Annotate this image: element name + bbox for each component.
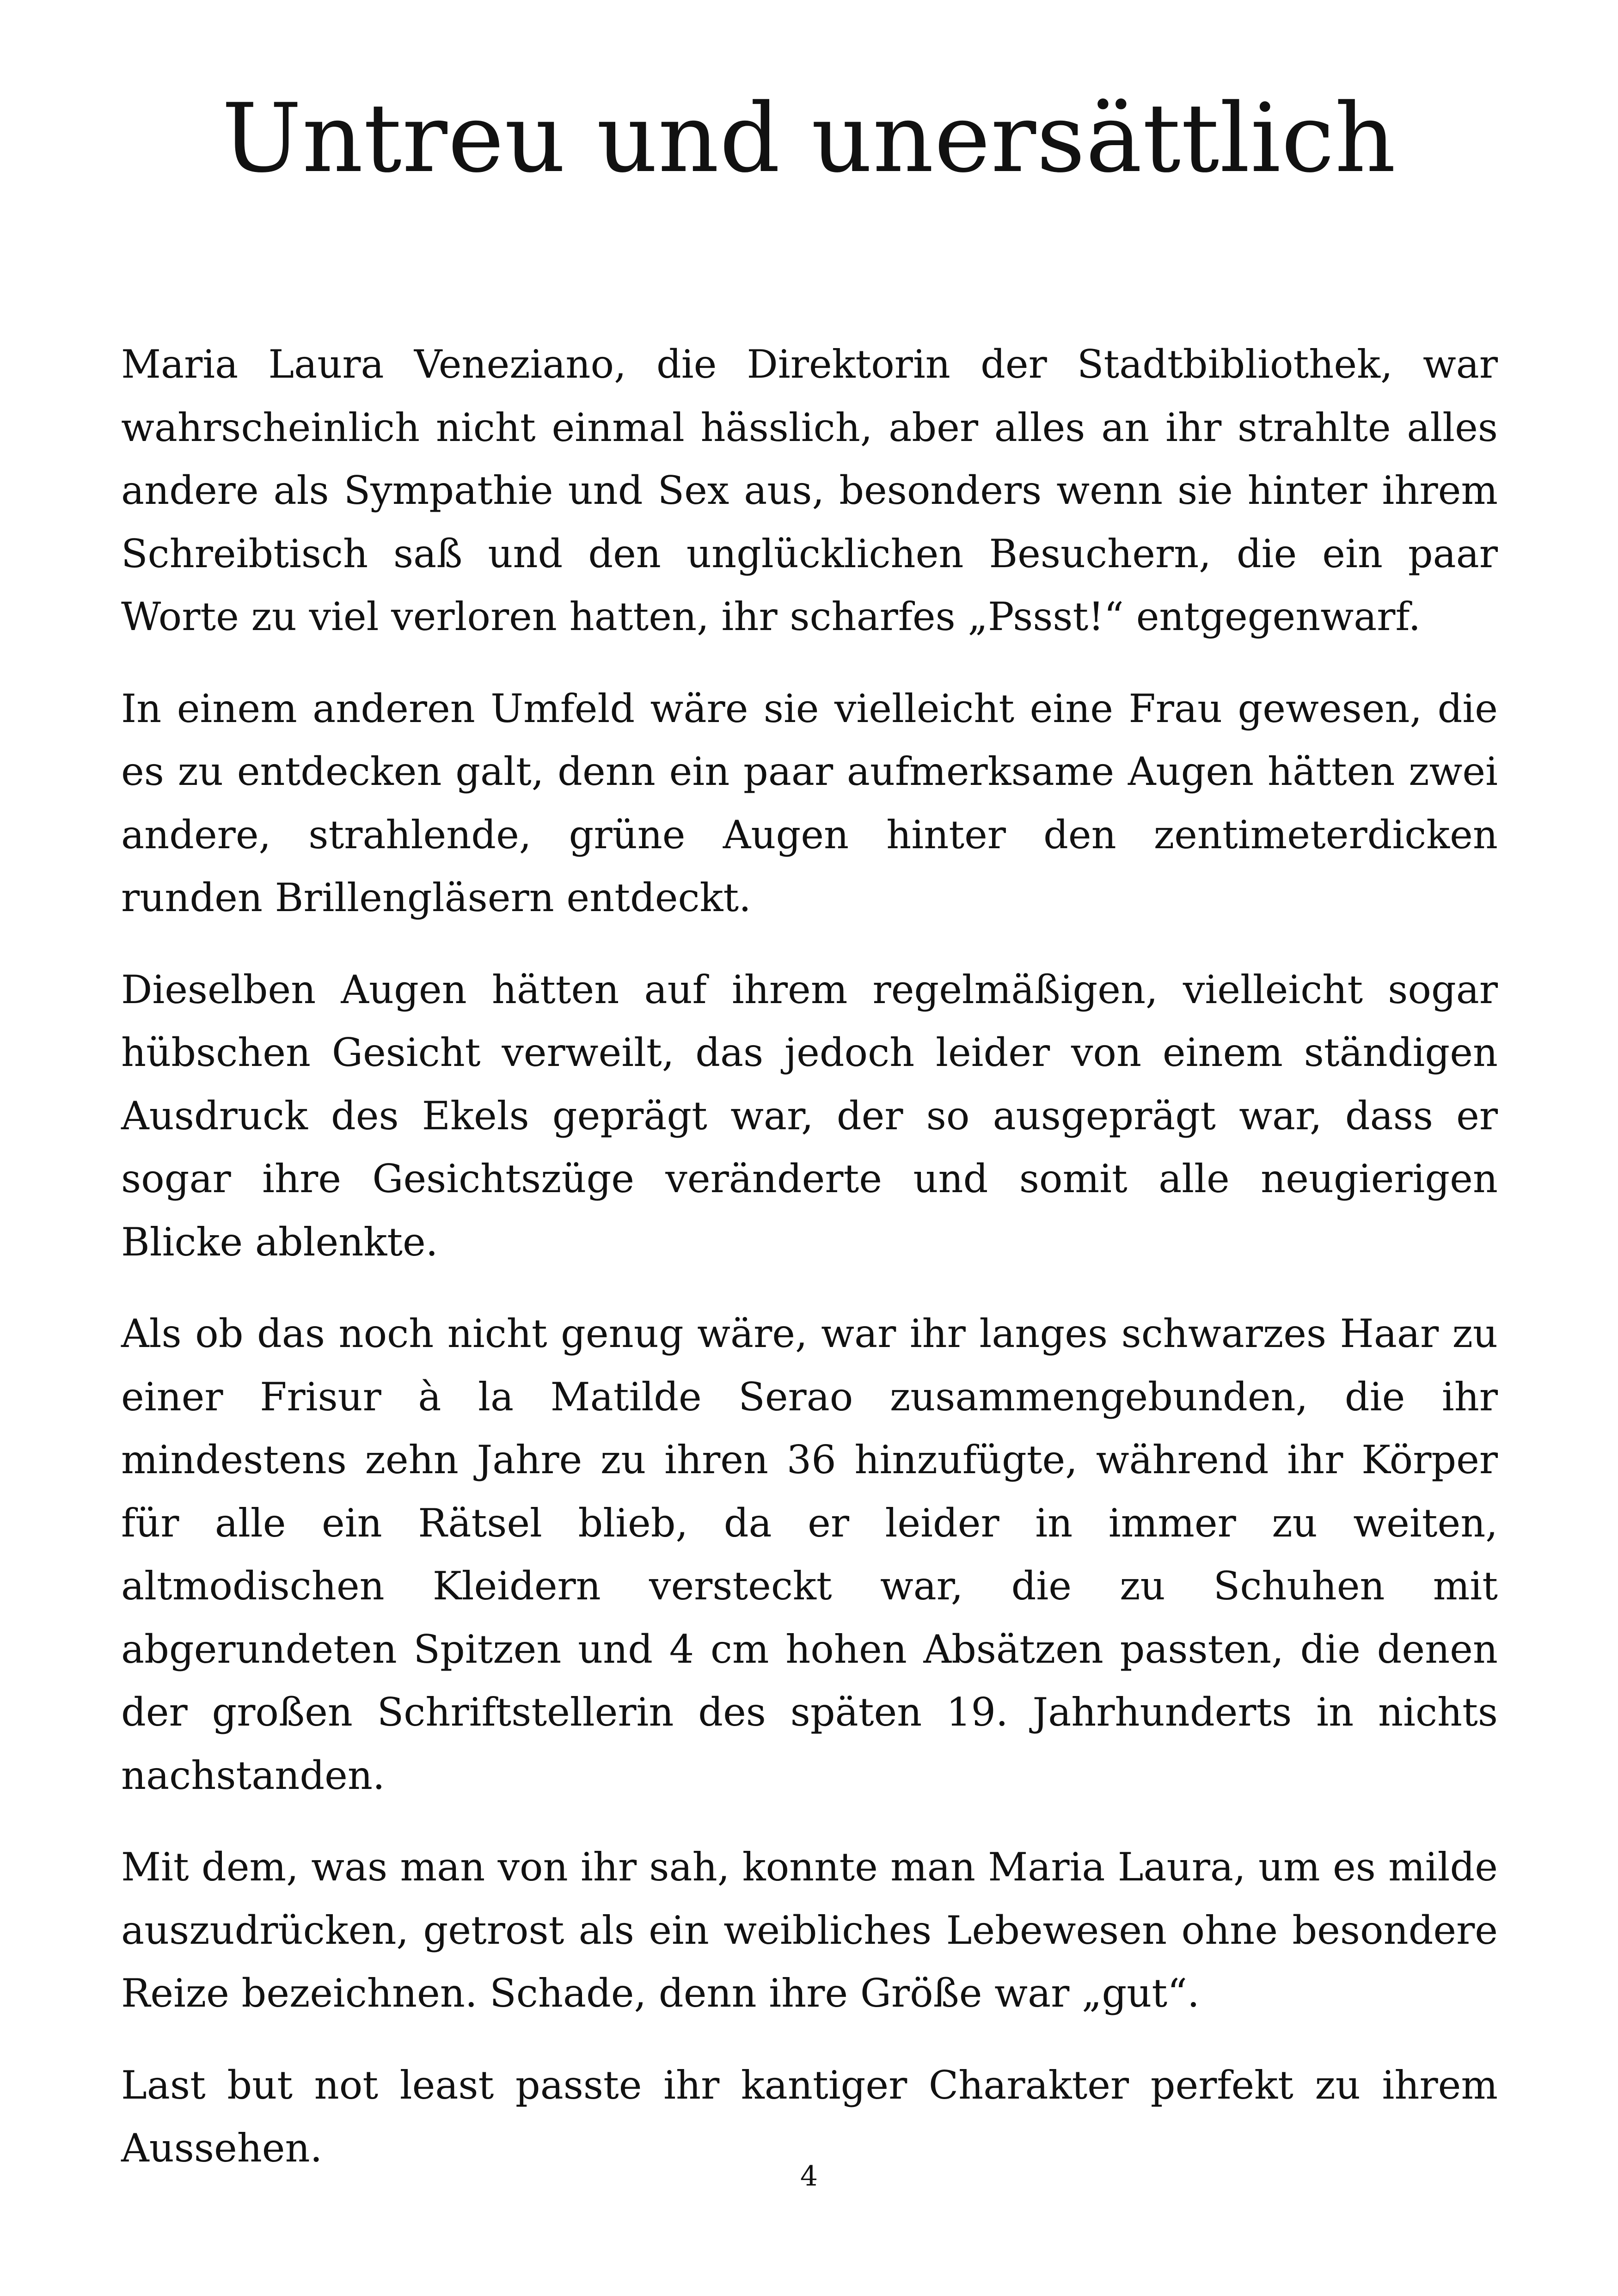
paragraph: Maria Laura Veneziano, die Direktorin der Stadtbibliothek, war wahrscheinlich nicht einmal hässlich, aber alles an ihr strahlte alles andere als Sympathie und Sex aus, besonders wenn sie hinter ihrem Schreibtisch saß und den unglücklichen Besuchern, die ein paar Worte zu viel verloren hatten, ihr scharfes „Pssst!“ entgegenwarf. — [121, 342, 1498, 639]
paragraph: Als ob das noch nicht genug wäre, war ihr langes schwarzes Haar zu einer Frisur à la Matilde Serao zusammengebunden, die ihr mindestens zehn Jahre zu ihren 36 hinzufügte, während ihr Körper für alle ein Rätsel blieb, da er leider in immer zu weiten, altmodischen Kleidern versteckt war, die zu Schuhen mit abgerundeten Spitzen und 4 cm hohen Absätzen passten, die denen der großen Schriftstellerin des späten 19. Jahrhunderts in nichts nachstanden. — [121, 1311, 1498, 1798]
paragraph: Dieselben Augen hätten auf ihrem regelmäßigen, vielleicht sogar hübschen Gesicht verweilt, das jedoch leider von einem ständigen Ausdruck des Ekels geprägt war, der so ausgeprägt war, dass er sogar ihre Gesichtszüge veränderte und somit alle neugierigen Blicke ablenkte. — [121, 967, 1498, 1265]
paragraph: In einem anderen Umfeld wäre sie vielleicht eine Frau gewesen, die es zu entdecken galt, denn ein paar aufmerksame Augen hätten zwei andere, strahlende, grüne Augen hinter den zentimeterdicken runden Brillengläsern entdeckt. — [121, 686, 1498, 920]
paragraph: Last but not least passte ihr kantiger Charakter perfekt zu ihrem Aussehen. — [121, 2062, 1498, 2171]
paragraph: Mit dem, was man von ihr sah, konnte man Maria Laura, um es milde auszudrücken, getrost als ein weibliches Lebewesen ohne besondere Reize bezeichnen. Schade, denn ihre Größe war „gut“. — [121, 1844, 1498, 2016]
chapter-title: Untreu und unersättlich — [221, 84, 1397, 194]
chapter-body — [121, 333, 1498, 2209]
page-number: 4 — [800, 2160, 818, 2192]
